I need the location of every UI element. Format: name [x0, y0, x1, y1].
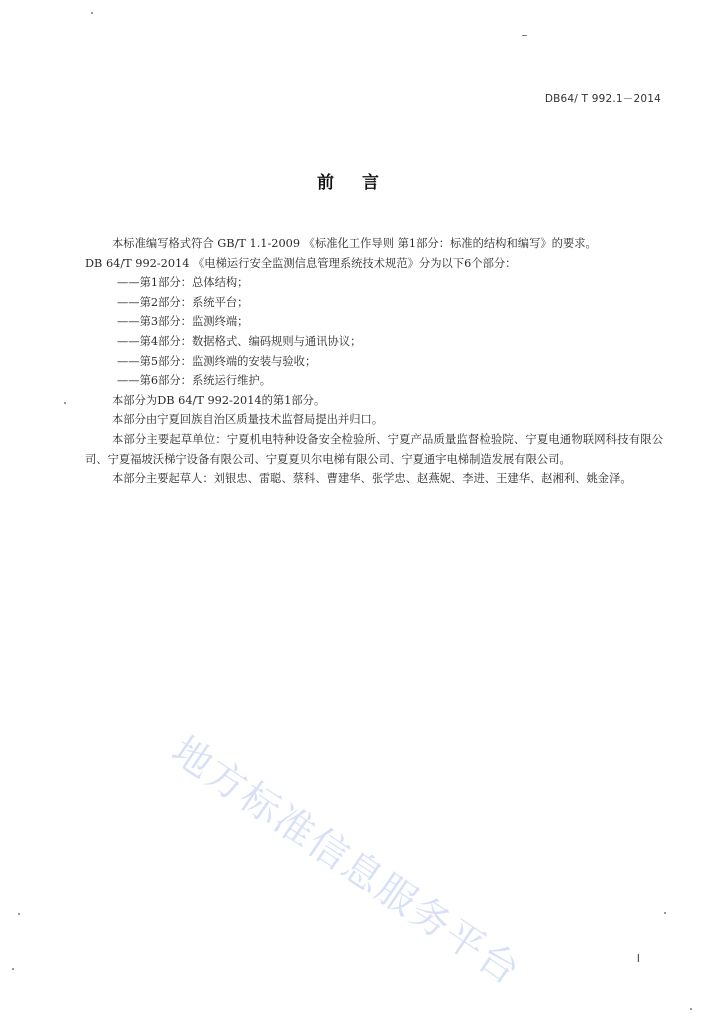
scan-speck [18, 913, 20, 915]
text-line: 本标准编写格式符合 GB/T 1.1-2009 《标准化工作导则 第1部分：标准的结构和编写》的要求。 [112, 237, 597, 250]
scan-speck [690, 1008, 692, 1010]
page-number: I [636, 952, 640, 965]
document-id: DB64/ T 992.1－2014 [544, 93, 661, 105]
drafters-paragraph: 本部分主要起草人：刘银忠、雷聪、蔡科、曹建华、张学忠、赵燕妮、李进、王建华、赵湘利、姚金泽。 [112, 472, 632, 486]
drafting-units-paragraph: 本部分主要起草单位：宁夏机电特种设备安全检验所、宁夏产品质量监督检验院、宁夏电通物联网科技有限公司、宁夏福坡沃梯宁设备有限公司、宁夏夏贝尔电梯有限公司、宁夏通宇电梯制造发展有限公司。 [85, 432, 663, 466]
watermark: 地方标准信息服务平台 [163, 728, 529, 995]
foreword-body [85, 234, 663, 489]
scan-speck [664, 912, 666, 914]
text-line: 本部分为DB 64/T 992-2014的第1部分。 [112, 393, 326, 407]
scan-speck [91, 12, 93, 14]
scan-speck [522, 35, 527, 36]
list-item: ——第6部分：系统运行维护。 [117, 374, 272, 388]
page-title: 前言 [317, 173, 407, 193]
scan-speck [64, 402, 66, 404]
list-item: ——第3部分：监测终端； [117, 315, 249, 329]
list-item: ——第5部分：监测终端的安装与验收； [117, 354, 317, 368]
scan-speck [12, 968, 14, 970]
text-line: 本部分由宁夏回族自治区质量技术监督局提出并归口。 [112, 413, 384, 427]
list-item: ——第4部分：数据格式、编码规则与通讯协议； [117, 334, 362, 348]
text-line: DB 64/T 992-2014 《电梯运行安全监测信息管理系统技术规范》分为以下6个部分： [85, 256, 517, 270]
list-item: ——第2部分：系统平台； [117, 295, 249, 309]
list-item: ——第1部分：总体结构； [117, 276, 249, 290]
